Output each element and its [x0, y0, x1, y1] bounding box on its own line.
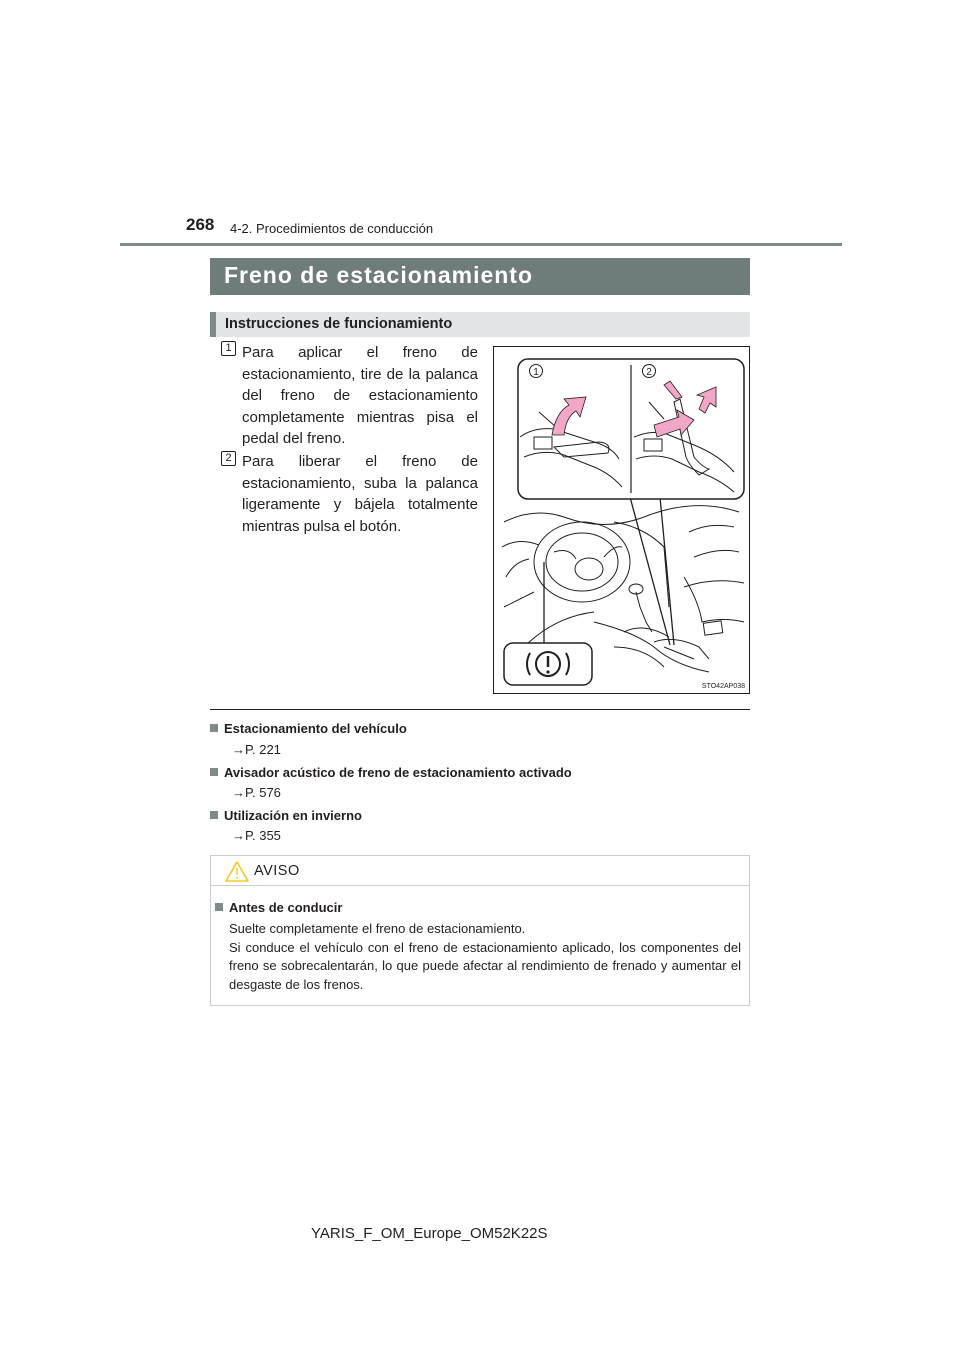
- square-bullet-icon: [210, 811, 218, 819]
- warning-label: AVISO: [254, 863, 300, 879]
- warning-box: [210, 855, 750, 1006]
- step-1-text: Para aplicar el freno de estacionamiento, tire de la palanca del freno de estacionamiento completamente mientras pisa el pedal del freno.: [242, 344, 478, 448]
- page-number: 268: [186, 215, 215, 234]
- note-heading-3-text: Utilización en invierno: [224, 808, 362, 823]
- square-bullet-icon: [210, 724, 218, 732]
- section-subtitle: Instrucciones de funcionamiento: [225, 316, 453, 332]
- title-bar: [210, 258, 750, 295]
- document-footer: YARIS_F_OM_Europe_OM52K22S: [311, 1225, 548, 1242]
- step-2-badge: 2: [221, 451, 236, 466]
- note-ref-3[interactable]: →P. 355: [232, 828, 281, 843]
- warning-body: [229, 920, 741, 994]
- parking-brake-figure: [493, 346, 750, 694]
- subtitle-bar: [210, 312, 750, 337]
- warning-subheading-text: Antes de conducir: [229, 900, 343, 915]
- note-heading-1-text: Estacionamiento del vehículo: [224, 721, 407, 736]
- figure-code: STO42AP038: [701, 683, 745, 690]
- section-reference: 4-2. Procedimientos de conducción: [230, 221, 434, 236]
- figure-callout-1: 1: [533, 367, 539, 378]
- note-ref-1[interactable]: →P. 221: [232, 742, 281, 757]
- figure-callout-2: 2: [646, 367, 652, 378]
- parking-brake-illustration-icon: [494, 347, 749, 693]
- note-heading-1: [210, 721, 407, 736]
- note-heading-3: [210, 808, 362, 823]
- warning-header: [211, 856, 749, 886]
- square-bullet-icon: [210, 768, 218, 776]
- section-divider: [210, 709, 750, 710]
- header-rule: [120, 243, 842, 246]
- warning-subheading: [215, 900, 342, 915]
- note-ref-2[interactable]: →P. 576: [232, 785, 281, 800]
- square-bullet-icon: [215, 903, 223, 911]
- step-2-text: Para liberar el freno de estacionamiento, suba la palanca ligeramente y bájela totalmente mientras pulsa el botón.: [242, 453, 478, 535]
- page-title: Freno de estacionamiento: [224, 262, 534, 288]
- warning-line-1: Suelte completamente el freno de estacionamiento.: [229, 921, 526, 936]
- warning-line-2: Si conduce el vehículo con el freno de estacionamiento aplicado, los componentes del freno se sobrecalentarán, lo que puede afectar al rendimiento de frenado y aumentar el desgaste de los frenos.: [229, 939, 741, 992]
- warning-triangle-icon: [225, 861, 249, 882]
- step-1-badge: 1: [221, 341, 236, 356]
- note-heading-2-text: Avisador acústico de freno de estacionamiento activado: [224, 765, 572, 780]
- note-heading-2: [210, 765, 572, 780]
